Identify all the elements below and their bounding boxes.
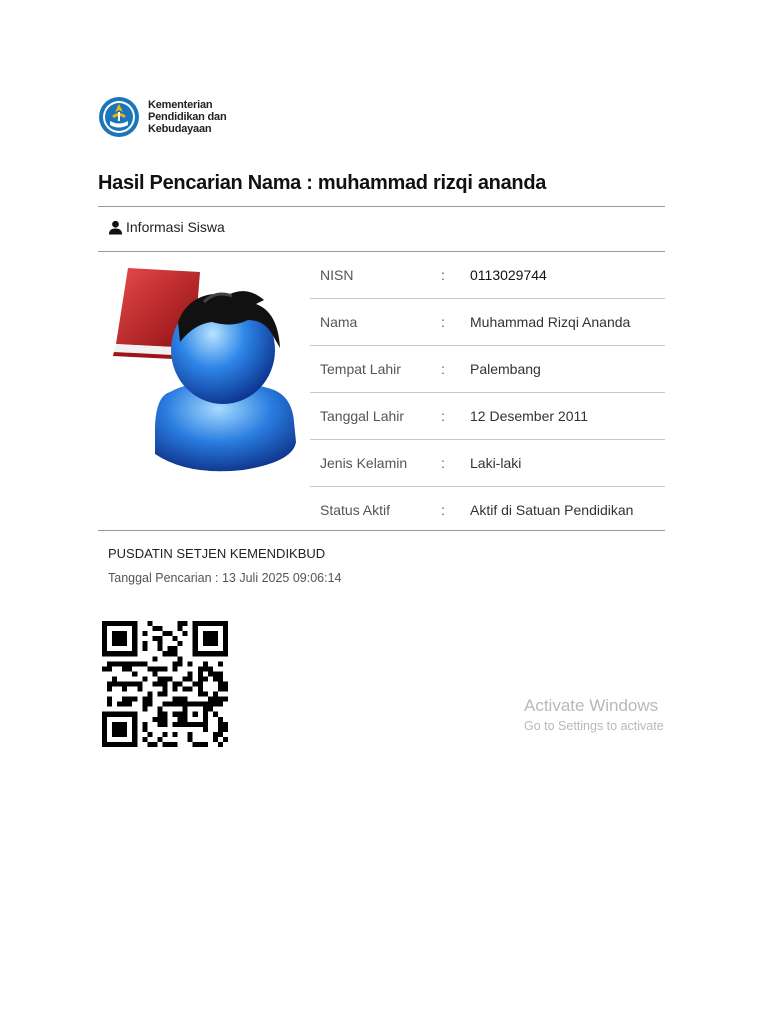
title-divider (98, 206, 665, 207)
ministry-name-line-3: Kebudayaan (148, 123, 212, 135)
info-colon: : (441, 267, 445, 283)
info-label: Nama (320, 314, 358, 330)
ministry-name (148, 99, 227, 135)
student-info-table (310, 252, 665, 533)
info-label: Status Aktif (320, 502, 391, 518)
ministry-name-line-1: Kementerian (148, 99, 213, 111)
issuer-name: PUSDATIN SETJEN KEMENDIKBUD (108, 546, 326, 561)
section-title: Informasi Siswa (126, 219, 225, 235)
watermark-title: Activate Windows (524, 696, 659, 715)
info-row-tempat-lahir (310, 346, 665, 393)
info-colon: : (441, 502, 445, 518)
info-label: Tanggal Lahir (320, 408, 405, 424)
section-header (108, 219, 225, 235)
watermark-subtitle: Go to Settings to activate (524, 719, 664, 733)
ministry-logo (98, 96, 227, 138)
info-label: NISN (320, 267, 354, 283)
user-icon (108, 220, 123, 235)
info-colon: : (441, 314, 445, 330)
info-value: 0113029744 (470, 267, 547, 283)
ministry-name-line-2: Pendidikan dan (148, 111, 227, 123)
info-row-tanggal-lahir (310, 393, 665, 440)
page-title: Hasil Pencarian Nama : muhammad rizqi ananda (98, 172, 547, 194)
info-row-nama (310, 299, 665, 346)
tut-wuri-handayani-logo-icon (98, 96, 140, 138)
info-value: Muhammad Rizqi Ananda (470, 314, 631, 330)
info-row-nisn (310, 252, 665, 299)
info-label: Tempat Lahir (320, 361, 401, 377)
student-avatar-icon (108, 262, 303, 494)
info-value: Aktif di Satuan Pendidikan (470, 502, 634, 518)
info-label: Jenis Kelamin (320, 455, 408, 471)
info-value: Laki-laki (470, 455, 522, 471)
search-date: Tanggal Pencarian : 13 Juli 2025 09:06:14 (108, 571, 342, 585)
info-colon: : (441, 361, 445, 377)
info-colon: : (441, 408, 445, 424)
info-row-status-aktif (310, 487, 665, 533)
info-value: 12 Desember 2011 (470, 408, 589, 424)
info-row-jenis-kelamin (310, 440, 665, 487)
info-bottom-divider (98, 530, 665, 531)
info-value: Palembang (470, 361, 541, 377)
windows-activation-watermark (524, 696, 664, 733)
info-colon: : (441, 455, 445, 471)
qr-code-icon (102, 620, 228, 748)
